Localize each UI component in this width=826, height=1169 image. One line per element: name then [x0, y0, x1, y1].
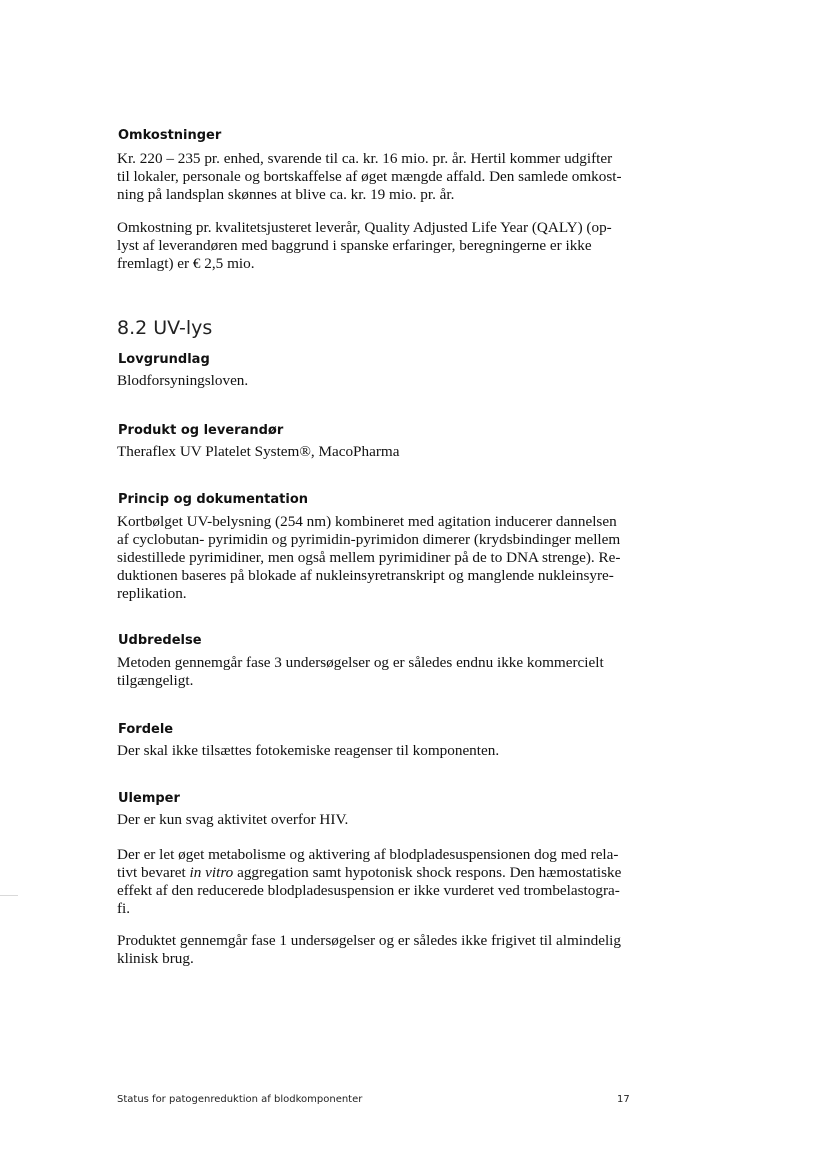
scan-artifact-line: [0, 895, 18, 896]
footer-title: Status for patogenreduktion af blodkomponenter: [117, 1094, 363, 1105]
paragraph-udbredelse: [117, 654, 633, 690]
text-line: duktionen baseres på blokade af nukleinsyretranskript og manglende nukleinsyre-: [117, 567, 614, 584]
text-line: [117, 864, 633, 882]
text-line: replikation.: [117, 585, 187, 602]
text-span: tivt bevaret: [117, 864, 190, 881]
text-line: tilgængeligt.: [117, 672, 194, 689]
paragraph-produkt: Theraflex UV Platelet System®, MacoPharma: [117, 443, 400, 460]
text-line: lyst af leverandøren med baggrund i spanske erfaringer, beregningerne er ikke: [117, 237, 592, 254]
text-line: ning på landsplan skønnes at blive ca. kr. 19 mio. pr. år.: [117, 186, 455, 203]
text-line: Produktet gennemgår fase 1 undersøgelser og er således ikke frigivet til almindelig: [117, 932, 621, 949]
paragraph-ulemper-2: [117, 846, 633, 918]
text-line: effekt af den reducerede blodpladesuspension er ikke vurderet ved trombelastogra-: [117, 882, 620, 899]
heading-ulemper: Ulemper: [118, 791, 180, 806]
italic-text: in vitro: [189, 864, 234, 881]
text-line: Omkostning pr. kvalitetsjusteret leverår, Quality Adjusted Life Year (QALY) (op-: [117, 219, 612, 236]
paragraph-omkostninger-1: [117, 150, 633, 204]
text-line: til lokaler, personale og bortskaffelse af øget mængde affald. Den samlede omkost-: [117, 168, 622, 185]
paragraph-omkostninger-2: [117, 219, 633, 273]
heading-princip: Princip og dokumentation: [118, 492, 309, 507]
paragraph-lovgrundlag: Blodforsyningsloven.: [117, 372, 249, 389]
text-line: af cyclobutan- pyrimidin og pyrimidin-pyrimidon dimerer (krydsbindinger mellem: [117, 531, 621, 548]
paragraph-fordele: Der skal ikke tilsættes fotokemiske reagenser til komponenten.: [117, 742, 500, 759]
text-line: sidestillede pyrimidiner, men også mellem pyrimidiner på de to DNA strenge). Re-: [117, 549, 621, 566]
text-line: fi.: [117, 900, 131, 917]
paragraph-ulemper-1: Der er kun svag aktivitet overfor HIV.: [117, 811, 349, 828]
heading-produkt: Produkt og leverandør: [118, 423, 284, 438]
paragraph-princip: [117, 513, 633, 603]
text-line: Metoden gennemgår fase 3 undersøgelser og er således endnu ikke kommercielt: [117, 654, 604, 671]
heading-omkostninger: Omkostninger: [118, 128, 222, 143]
text-span: aggregation samt hypotonisk shock respons. Den hæmostatiske: [233, 864, 622, 881]
text-line: klinisk brug.: [117, 950, 194, 967]
heading-lovgrundlag: Lovgrundlag: [118, 352, 210, 367]
paragraph-ulemper-3: [117, 932, 633, 968]
heading-udbredelse: Udbredelse: [118, 633, 202, 648]
text-line: Der er let øget metabolisme og aktivering af blodpladesuspensionen dog med rela-: [117, 846, 619, 863]
page-number: 17: [617, 1094, 630, 1105]
heading-fordele: Fordele: [118, 722, 174, 737]
text-line: fremlagt) er € 2,5 mio.: [117, 255, 255, 272]
section-title: 8.2 UV-lys: [117, 317, 213, 339]
text-line: Kr. 220 – 235 pr. enhed, svarende til ca. kr. 16 mio. pr. år. Hertil kommer udgifter: [117, 150, 613, 167]
text-line: Kortbølget UV-belysning (254 nm) kombineret med agitation inducerer dannelsen: [117, 513, 617, 530]
